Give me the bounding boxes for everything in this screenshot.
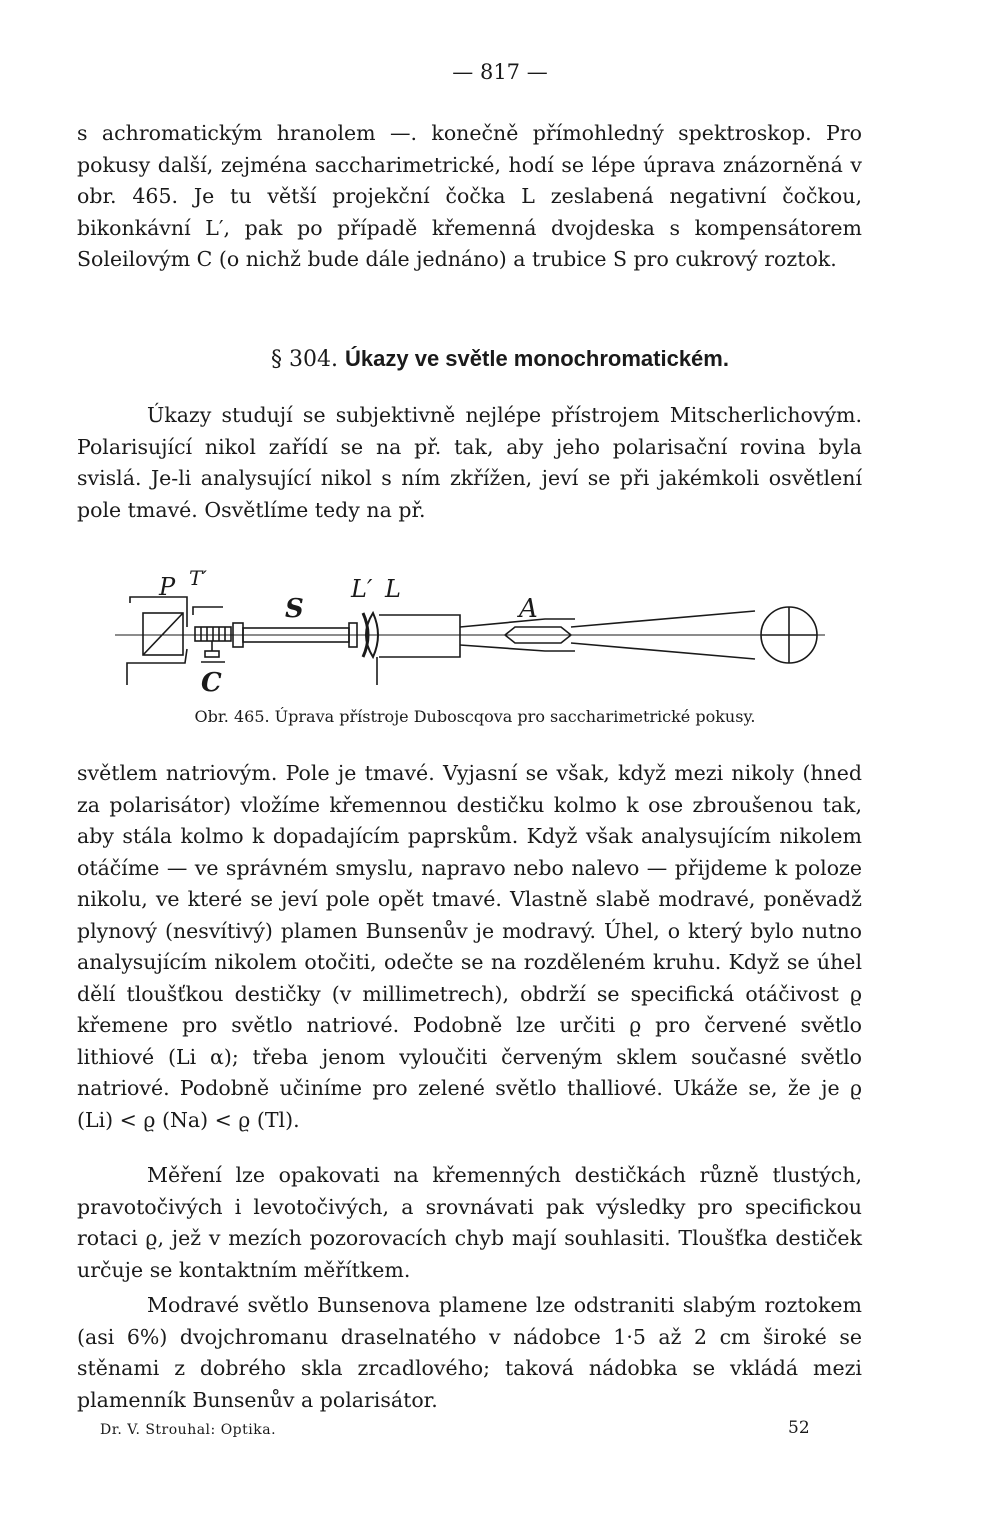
section-number: § 304. xyxy=(271,347,339,372)
paragraph-1: s achromatickým hranolem —. konečně přímohledný spektroskop. Pro pokusy další, zejména saccharimetrické, hodí se lépe úprava znázorněná v obr. 465. Je tu větší projekční čočka L zeslabená negativní čočkou, bikonkávní L′, pak po případě křemenná dvojdeska s kompensátorem Soleilovým C (o nichž bude dále jednáno) a trubice S pro cukrový roztok. xyxy=(77,121,862,271)
paragraph-5: Modravé světlo Bunsenova plamene lze odstraniti slabým roztokem (asi 6%) dvojchromanu draselnatého v nádobce 1·5 až 2 cm široké se stěnami z dobrého skla zrcadlového; taková nádobka se vkládá mezi plamenník Bunsenův a polarisátor. xyxy=(77,1293,862,1412)
analyser-bottom xyxy=(460,645,575,651)
polarizer-diagonal xyxy=(143,613,183,655)
quartz-plate-holder xyxy=(193,607,223,615)
ray-lower xyxy=(571,643,755,659)
figure-caption: Obr. 465. Úprava přístroje Duboscqova pro saccharimetrické pokusy. xyxy=(194,707,756,726)
label-L: L xyxy=(385,575,401,603)
projection-housing xyxy=(379,615,460,657)
label-T: T′ xyxy=(189,566,207,590)
analyser-top xyxy=(460,619,575,627)
footer-sheet-number: 52 xyxy=(788,1418,810,1438)
paragraph-2: Úkazy studují se subjektivně nejlépe přístrojem Mitscherlichovým. Polarisující nikol zařídí se na př. tak, aby jeho polarisační rovina byla svislá. Je-li analysující nikol s ním zkřížen, jeví se při jakémkoli osvětlení pole tmavé. Osvětlíme tedy na př. xyxy=(77,403,862,522)
label-S: S xyxy=(285,594,304,624)
polarizer-housing-top xyxy=(130,597,187,627)
page-number: — 817 — xyxy=(452,60,548,84)
label-C: C xyxy=(201,668,222,698)
paragraph-3: světlem natriovým. Pole je tmavé. Vyjasní se však, když mezi nikoly (hned za polarisátor) vložíme křemennou destičku kolmo k ose zbroušenou tak, aby stála kolmo k dopadajícím paprskům. Když však analysujícím nikolem otáčíme — ve správném smyslu, napravo nebo nalevo — přijdeme k poloze nikolu, ve které se jeví pole opět tmavé. Vlastně slabě modravé, poněvadž plynový (nesvítivý) plamen Bunsenův je modravý. Úhel, o který bylo nutno analysujícím nikolem otočiti, odečte se na rozděleném kruhu. Když se úhel dělí tloušťkou destičky (v millimetrech), obdrží se specifická otáčivost ϱ křemene pro světlo natriové. Podobně lze určiti ϱ pro červené světlo lithiové (Li α); třeba jenom vyloučiti červeným sklem současné světlo natriové. Podobně učiníme pro zelené světlo thalliové. Ukáže se, že je ϱ (Li) < ϱ (Na) < ϱ (Tl). xyxy=(77,761,862,1132)
compensator-knob xyxy=(205,651,219,657)
section-title: Úkazy ve světle monochromatickém. xyxy=(345,346,729,371)
label-A: A xyxy=(519,594,538,624)
section-heading xyxy=(0,346,1000,372)
label-L-prime: L′ xyxy=(351,575,373,603)
paragraph-4: Měření lze opakovati na křemenných destičkách různě tlustých, pravotočivých i levotočivých, a srovnávati pak výsledky pro specifickou rotaci ϱ, jež v mezích pozorovacích chyb mají souhlasiti. Tloušťka destiček určuje se kontaktním měřítkem. xyxy=(77,1163,862,1282)
apparatus-diagram xyxy=(115,565,835,700)
ray-upper xyxy=(571,611,755,627)
footer-author: Dr. V. Strouhal: Optika. xyxy=(100,1422,277,1438)
label-P: P xyxy=(159,573,176,601)
figure-465 xyxy=(115,565,835,704)
